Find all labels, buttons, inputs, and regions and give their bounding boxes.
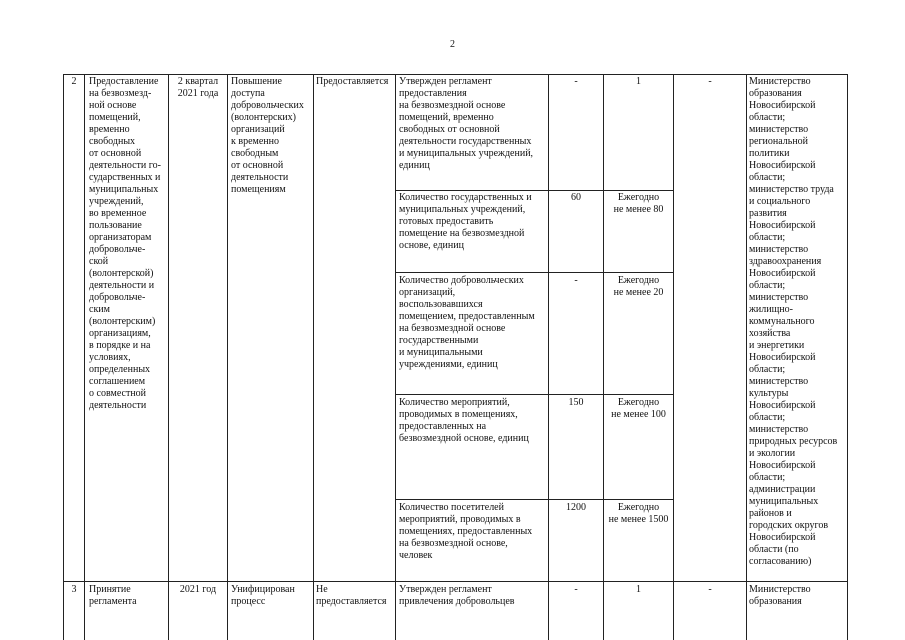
responsible-executors: Министерство образования Новосибирской области; министерство региональной политики Новосибирской области; министерство труда и социального развития Новосибирской области; министерство здравоохранения Новосибирской области; министерство жилищно- коммунального хозяйства и энергетики Новосибирской области; министерство культуры Новосибирской области; министерство природных ресурсов и экологии Новосибирской области; администрации муниципальных районов и городских округов Новосибирской области (по согласованию) [749, 76, 838, 567]
funding-status: Предоставляется [316, 76, 389, 87]
responsible-executors: Министерство образования [749, 584, 811, 607]
indicator-base-value: - [574, 76, 578, 87]
indicator-base-value: - [574, 584, 578, 595]
expected-result: Унифицирован процесс [231, 584, 295, 607]
indicator-target-value: Ежегодно не менее 80 [613, 192, 664, 215]
indicator-extra-value: - [708, 584, 712, 595]
indicator-target-value: 1 [636, 584, 641, 595]
indicator-base-value: 1200 [566, 502, 586, 513]
indicator-extra-value: - [708, 76, 712, 87]
funding-status: Не предоставляется [316, 584, 387, 607]
event-description: Предоставление на безвозмезд- ной основе помещений, временно свободных от основной деятельности го- сударственных и муниципальных учреждений, во временное пользование организаторам добровольче- ской (волонтерской) деятельности и добровольче- ским (волонтерским) организациям, в порядке и на условиях, определенных соглашением о совместной деятельности [89, 76, 161, 411]
indicator-base-value: - [574, 275, 578, 286]
indicator-text: Количество посетителей мероприятий, проводимых в помещениях, предоставленных на безвозмездной основе, человек [399, 502, 533, 561]
deadline: 2021 год [179, 584, 217, 595]
deadline: 2 квартал 2021 года [177, 76, 219, 99]
event-description: Принятие регламента [89, 584, 137, 607]
indicator-text: Количество мероприятий, проводимых в помещениях, предоставленных на безвозмездной основе, единиц [399, 397, 529, 444]
indicator-text: Количество государственных и муниципальных учреждений, готовых предоставить помещение на безвозмездной основе, единиц [399, 192, 532, 251]
indicator-base-value: 60 [571, 192, 581, 203]
indicator-target-value: Ежегодно не менее 20 [613, 275, 664, 298]
indicator-text: Утвержден регламент привлечения добровольцев [399, 584, 515, 607]
indicator-target-value: 1 [636, 76, 641, 87]
indicator-text: Утвержден регламент предоставления на безвозмездной основе помещений, временно свободных от основной деятельности государственных и муниципальных учреждений, единиц [399, 76, 534, 171]
row-number: 3 [71, 584, 77, 595]
indicator-target-value: Ежегодно не менее 1500 [608, 502, 669, 525]
indicator-base-value: 150 [568, 397, 584, 408]
expected-result: Повышение доступа добровольческих (волонтерских) организаций к временно свободным от основной деятельности помещениям [231, 76, 304, 195]
indicator-target-value: Ежегодно не менее 100 [611, 397, 666, 420]
page-number: 2 [450, 39, 455, 50]
indicator-text: Количество добровольческих организаций, воспользовавшихся помещением, предоставленным на безвозмездной основе государственными и муниципальными учреждениями, единиц [399, 275, 535, 370]
row-number: 2 [71, 76, 77, 87]
activities-table [63, 74, 848, 640]
